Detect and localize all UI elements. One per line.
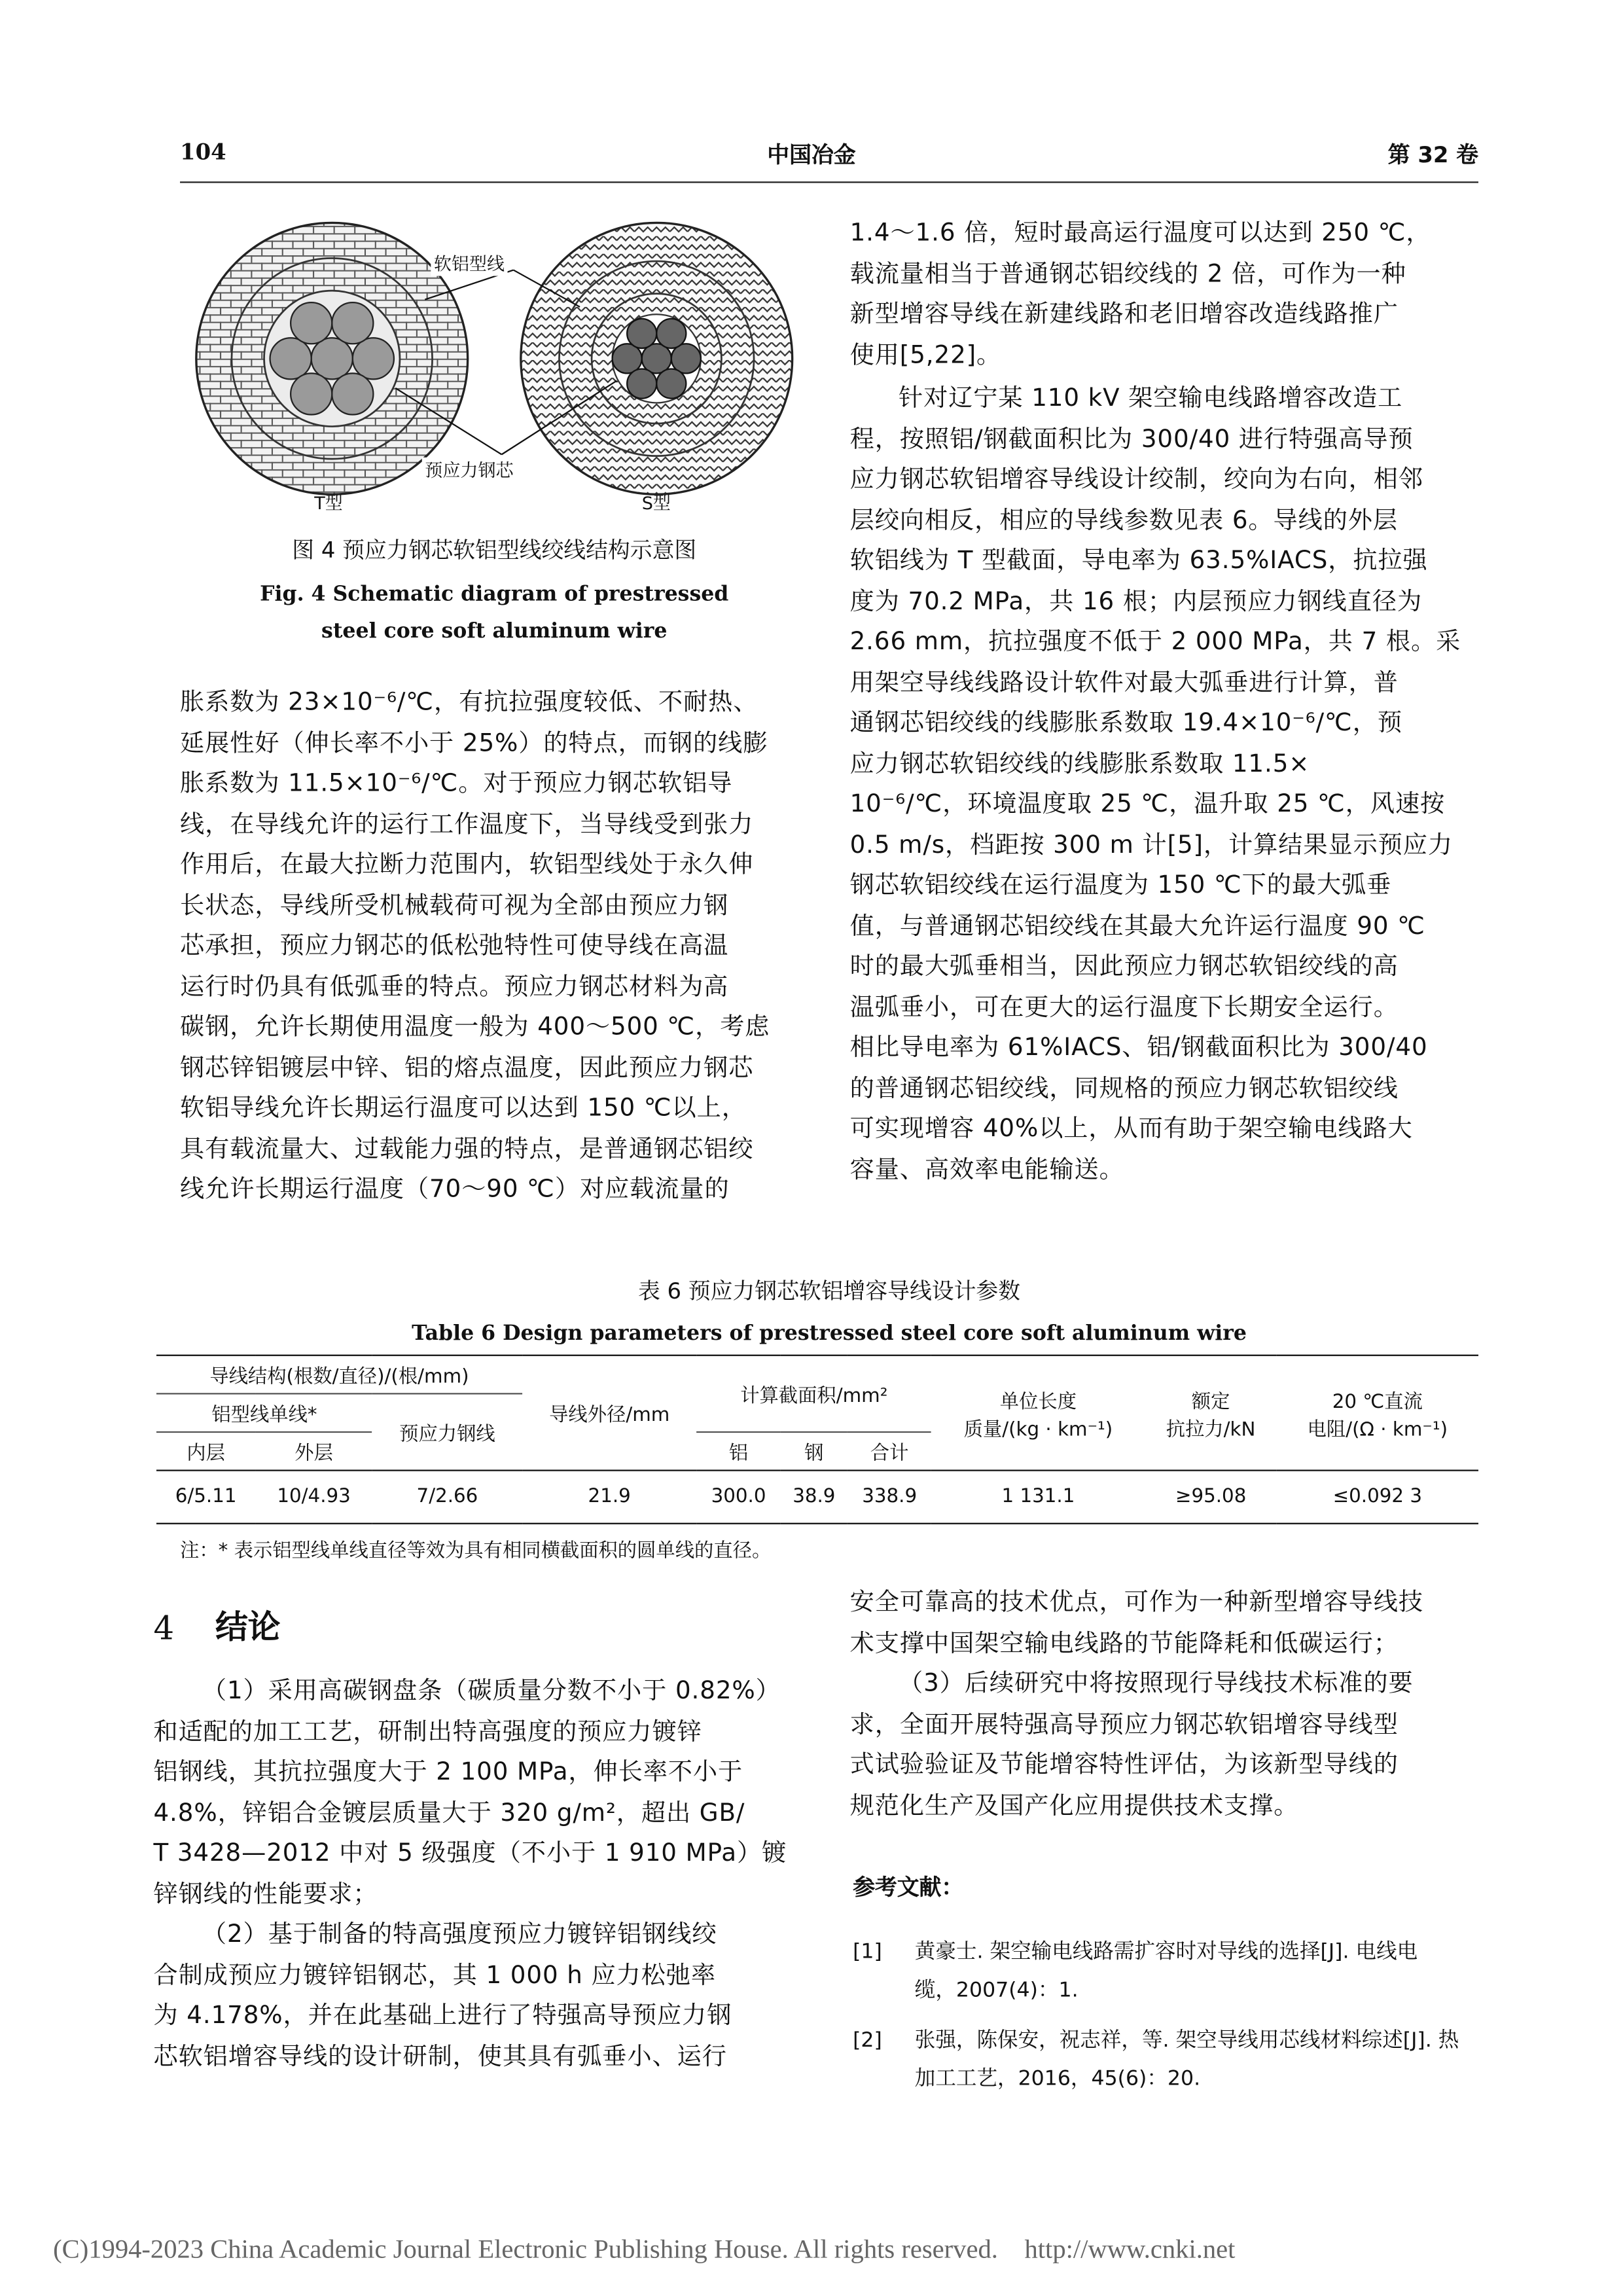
text-line: 相比导电率为 61%IACS、铝/钢截面积比为 300/40 — [849, 1033, 1428, 1061]
text-line: 的普通钢芯铝绞线，同规格的预应力钢芯软铝绞线 — [849, 1073, 1399, 1102]
table-row — [156, 1471, 1478, 1524]
text-line: 温弧垂小，可在更大的运行温度下长期安全运行。 — [849, 992, 1399, 1020]
left-column-text — [180, 682, 808, 1210]
cell-st-area: 38.9 — [793, 1486, 836, 1509]
text-line: 铝钢线，其抗拉强度大于 2 100 MPa，伸长率不小于 — [153, 1757, 743, 1785]
text-line: 2.66 mm，抗拉强度不低于 2 000 MPa，共 7 根。采 — [849, 627, 1461, 655]
s-type-cross-section — [521, 223, 793, 494]
table-caption-cn: 表 6 预应力钢芯软铝增容导线设计参数 — [637, 1278, 1021, 1304]
cell-rts: ≥95.08 — [1175, 1486, 1247, 1509]
label-prestressed-core: 预应力钢芯 — [422, 457, 516, 482]
text-line: 值，与普通钢芯铝绞线在其最大允许运行温度 90 ℃ — [849, 911, 1425, 939]
reference-number: [1] — [853, 1940, 882, 1964]
text-line: 1.4～1.6 倍，短时最高运行温度可以达到 250 ℃， — [849, 218, 1431, 247]
header-diameter: 导线外径/mm — [549, 1405, 670, 1427]
text-line: （3）后续研究中将按照现行导线技术标准的要 — [898, 1668, 1414, 1697]
header-steel-wire: 预应力钢线 — [399, 1424, 495, 1446]
conclusion-left-text — [153, 1670, 808, 2076]
text-line: 使用[5,22]。 — [849, 340, 1002, 368]
text-line: 钢芯锌铝镀层中锌、铝的熔点温度，因此预应力钢芯 — [180, 1052, 754, 1081]
text-line: 新型增容导线在新建线路和老旧增容改造线路推广 — [849, 299, 1399, 328]
text-line: 容量、高效率电能输送。 — [849, 1155, 1124, 1183]
figure-caption-en-2: steel core soft aluminum wire — [321, 619, 668, 643]
text-line: 通钢芯铝绞线的线膨胀系数取 19.4×10⁻⁶/℃，预 — [849, 708, 1402, 736]
text-line: 作用后，在最大拉断力范围内，软铝型线处于永久伸 — [180, 850, 754, 878]
header-total: 合计 — [870, 1443, 909, 1465]
header-resistance — [1277, 1355, 1478, 1471]
header-rts-line1: 额定 — [1191, 1390, 1230, 1413]
text-line: 线，在导线允许的运行工作温度下，当导线受到张力 — [180, 809, 754, 838]
text-line: 芯软铝增容导线的设计研制，使其具有弧垂小、运行 — [153, 2041, 727, 2070]
label-t-type: T型 — [314, 493, 343, 514]
text-line: 规范化生产及国产化应用提供技术支撑。 — [849, 1790, 1299, 1819]
text-line: 为 4.178%，并在此基础上进行了特强高导预应力钢 — [153, 2001, 732, 2029]
header-rts-line2: 抗拉力/kN — [1166, 1418, 1256, 1441]
references-heading: 参考文献： — [853, 1874, 964, 1901]
text-line: 用架空导线线路设计软件对最大弧垂进行计算，普 — [849, 668, 1399, 696]
copyright-footer: (C)1994-2023 China Academic Journal Electronic Publishing House. All rights reserved. http://www.cnki.net — [53, 2234, 1236, 2264]
header-res-line1: 20 ℃直流 — [1332, 1390, 1423, 1413]
header-mass — [931, 1355, 1145, 1471]
reference-line: 黄豪士. 架空输电线路需扩容时对导线的选择[J]. 电线电 — [914, 1940, 1418, 1964]
journal-title: 中国冶金 — [767, 141, 856, 169]
header-st: 钢 — [804, 1443, 824, 1465]
text-line: 胀系数为 23×10⁻⁶/℃，有抗拉强度较低、不耐热、 — [180, 687, 758, 716]
volume-label: 第 32 卷 — [1387, 141, 1479, 169]
cell-outer: 10/4.93 — [277, 1486, 351, 1509]
header-area: 计算截面积/mm² — [696, 1355, 931, 1432]
section-heading: 结论 — [215, 1609, 281, 1647]
text-line: 软铝线为 T 型截面，导电率为 63.5%IACS，抗拉强 — [849, 546, 1428, 575]
reference-line: 加工工艺，2016，45(6)：20. — [914, 2067, 1201, 2091]
text-line: （1）采用高碳钢盘条（碳质量分数不小于 0.82%） — [202, 1676, 781, 1704]
header-rts — [1145, 1355, 1277, 1471]
right-column-text-top — [850, 213, 1478, 375]
reference-number: [2] — [853, 2028, 882, 2053]
header-rule — [180, 181, 1478, 183]
text-line: 度为 70.2 MPa，共 16 根；内层预应力钢线直径为 — [849, 586, 1423, 615]
cell-diameter: 21.9 — [588, 1486, 631, 1509]
text-line: 合制成预应力镀锌铝钢芯，其 1 000 h 应力松弛率 — [153, 1960, 716, 1988]
text-line: T 3428—2012 中对 5 级强度（不小于 1 910 MPa）镀 — [153, 1839, 787, 1867]
cell-total-area: 338.9 — [862, 1486, 918, 1509]
text-line: 术支撑中国架空输电线路的节能降耗和低碳运行； — [849, 1628, 1399, 1657]
text-line: 延展性好（伸长率不小于 25%）的特点，而钢的线膨 — [180, 728, 768, 757]
text-line: 具有载流量大、过载能力强的特点，是普通钢芯铝绞 — [180, 1134, 754, 1162]
figure-caption-cn: 图 4 预应力钢芯软铝型线绞线结构示意图 — [292, 537, 697, 564]
text-line: 软铝导线允许长期运行温度可以达到 150 ℃以上， — [180, 1093, 747, 1122]
table-note: 注：* 表示铝型线单线直径等效为具有相同横截面积的圆单线的直径。 — [180, 1540, 772, 1563]
text-line: 胀系数为 11.5×10⁻⁶/℃。对于预应力钢芯软铝导 — [180, 768, 733, 797]
text-line: 应力钢芯软铝绞线的线膨胀系数取 11.5× — [849, 749, 1310, 777]
table-caption-en: Table 6 Design parameters of prestressed steel core soft aluminum wire — [412, 1322, 1247, 1346]
cell-al-area: 300.0 — [711, 1486, 766, 1509]
header-al: 铝 — [728, 1443, 749, 1465]
cell-resistance: ≤0.092 3 — [1332, 1486, 1423, 1509]
text-line: 载流量相当于普通钢芯铝绞线的 2 倍，可作为一种 — [849, 259, 1406, 287]
header-mass-line1: 单位长度 — [999, 1390, 1077, 1413]
text-line: 求，全面开展特强高导预应力钢芯软铝增容导线型 — [849, 1709, 1399, 1738]
text-line: 4.8%，锌铝合金镀层质量大于 320 g/m²，超出 GB/ — [153, 1798, 745, 1826]
conclusion-right-text — [850, 1582, 1478, 1825]
text-line: 碳钢，允许长期使用温度一般为 400～500 ℃，考虑 — [180, 1012, 770, 1041]
text-line: 可实现增容 40%以上，从而有助于架空输电线路大 — [849, 1114, 1413, 1142]
label-s-type: S型 — [641, 493, 671, 514]
text-line: 钢芯软铝绞线在运行温度为 150 ℃下的最大弧垂 — [849, 870, 1392, 899]
text-line: 安全可靠高的技术优点，可作为一种新型增容导线技 — [849, 1587, 1423, 1616]
header-inner: 内层 — [187, 1443, 225, 1465]
cell-steel: 7/2.66 — [416, 1486, 478, 1509]
text-line: 应力钢芯软铝增容导线设计绞制，绞向为右向，相邻 — [849, 465, 1423, 493]
text-line: 芯承担，预应力钢芯的低松弛特性可使导线在高温 — [180, 931, 729, 960]
text-line: 锌钢线的性能要求； — [153, 1879, 378, 1907]
reference-line: 张强，陈保安，祝志祥，等. 架空导线用芯线材料综述[J]. 热 — [914, 2028, 1459, 2053]
header-al-single: 铝型线单线* — [156, 1393, 372, 1432]
header-structure: 导线结构(根数/直径)/(根/mm) — [156, 1355, 522, 1394]
text-line: （2）基于制备的特高强度预应力镀锌铝钢线绞 — [202, 1920, 717, 1948]
reference-line: 缆，2007(4)：1. — [914, 1979, 1079, 2003]
text-line: 程，按照铝/钢截面积比为 300/40 进行特强高导预 — [849, 424, 1414, 453]
text-line: 10⁻⁶/℃，环境温度取 25 ℃，温升取 25 ℃，风速按 — [849, 789, 1446, 817]
text-line: 长状态，导线所受机械载荷可视为全部由预应力钢 — [180, 890, 729, 919]
header-mass-line2: 质量/(kg · km⁻¹) — [963, 1418, 1113, 1441]
page-number: 104 — [180, 138, 226, 166]
text-line: 式试验验证及节能增容特性评估，为该新型导线的 — [849, 1749, 1399, 1778]
header-res-line2: 电阻/(Ω · km⁻¹) — [1307, 1418, 1448, 1441]
figure-caption-en-1: Fig. 4 Schematic diagram of prestressed — [260, 583, 729, 607]
text-line: 线允许长期运行温度（70～90 ℃）对应载流量的 — [180, 1174, 730, 1203]
text-line: 时的最大弧垂相当，因此预应力钢芯软铝绞线的高 — [849, 952, 1399, 980]
text-line: 运行时仍具有低弧垂的特点。预应力钢芯材料为高 — [180, 971, 729, 1000]
cell-inner: 6/5.11 — [175, 1486, 237, 1509]
text-line: 和适配的加工工艺，研制出特高强度的预应力镀锌 — [153, 1717, 702, 1745]
reference-item — [915, 1933, 1482, 2009]
cell-mass: 1 131.1 — [1001, 1486, 1075, 1509]
text-line: 针对辽宁某 110 kV 架空输电线路增容改造工 — [898, 384, 1403, 412]
label-soft-aluminum: 软铝型线 — [431, 251, 507, 276]
text-line: 0.5 m/s，档距按 300 m 计[5]，计算结果显示预应力 — [849, 830, 1453, 858]
t-type-cross-section — [196, 223, 468, 494]
section-number: 4 — [153, 1611, 175, 1649]
right-column-text — [850, 378, 1478, 1189]
design-parameters-table — [156, 1355, 1478, 1524]
reference-item — [915, 2022, 1482, 2098]
header-outer: 外层 — [294, 1443, 333, 1465]
text-line: 层绞向相反，相应的导线参数见表 6。导线的外层 — [849, 505, 1399, 534]
